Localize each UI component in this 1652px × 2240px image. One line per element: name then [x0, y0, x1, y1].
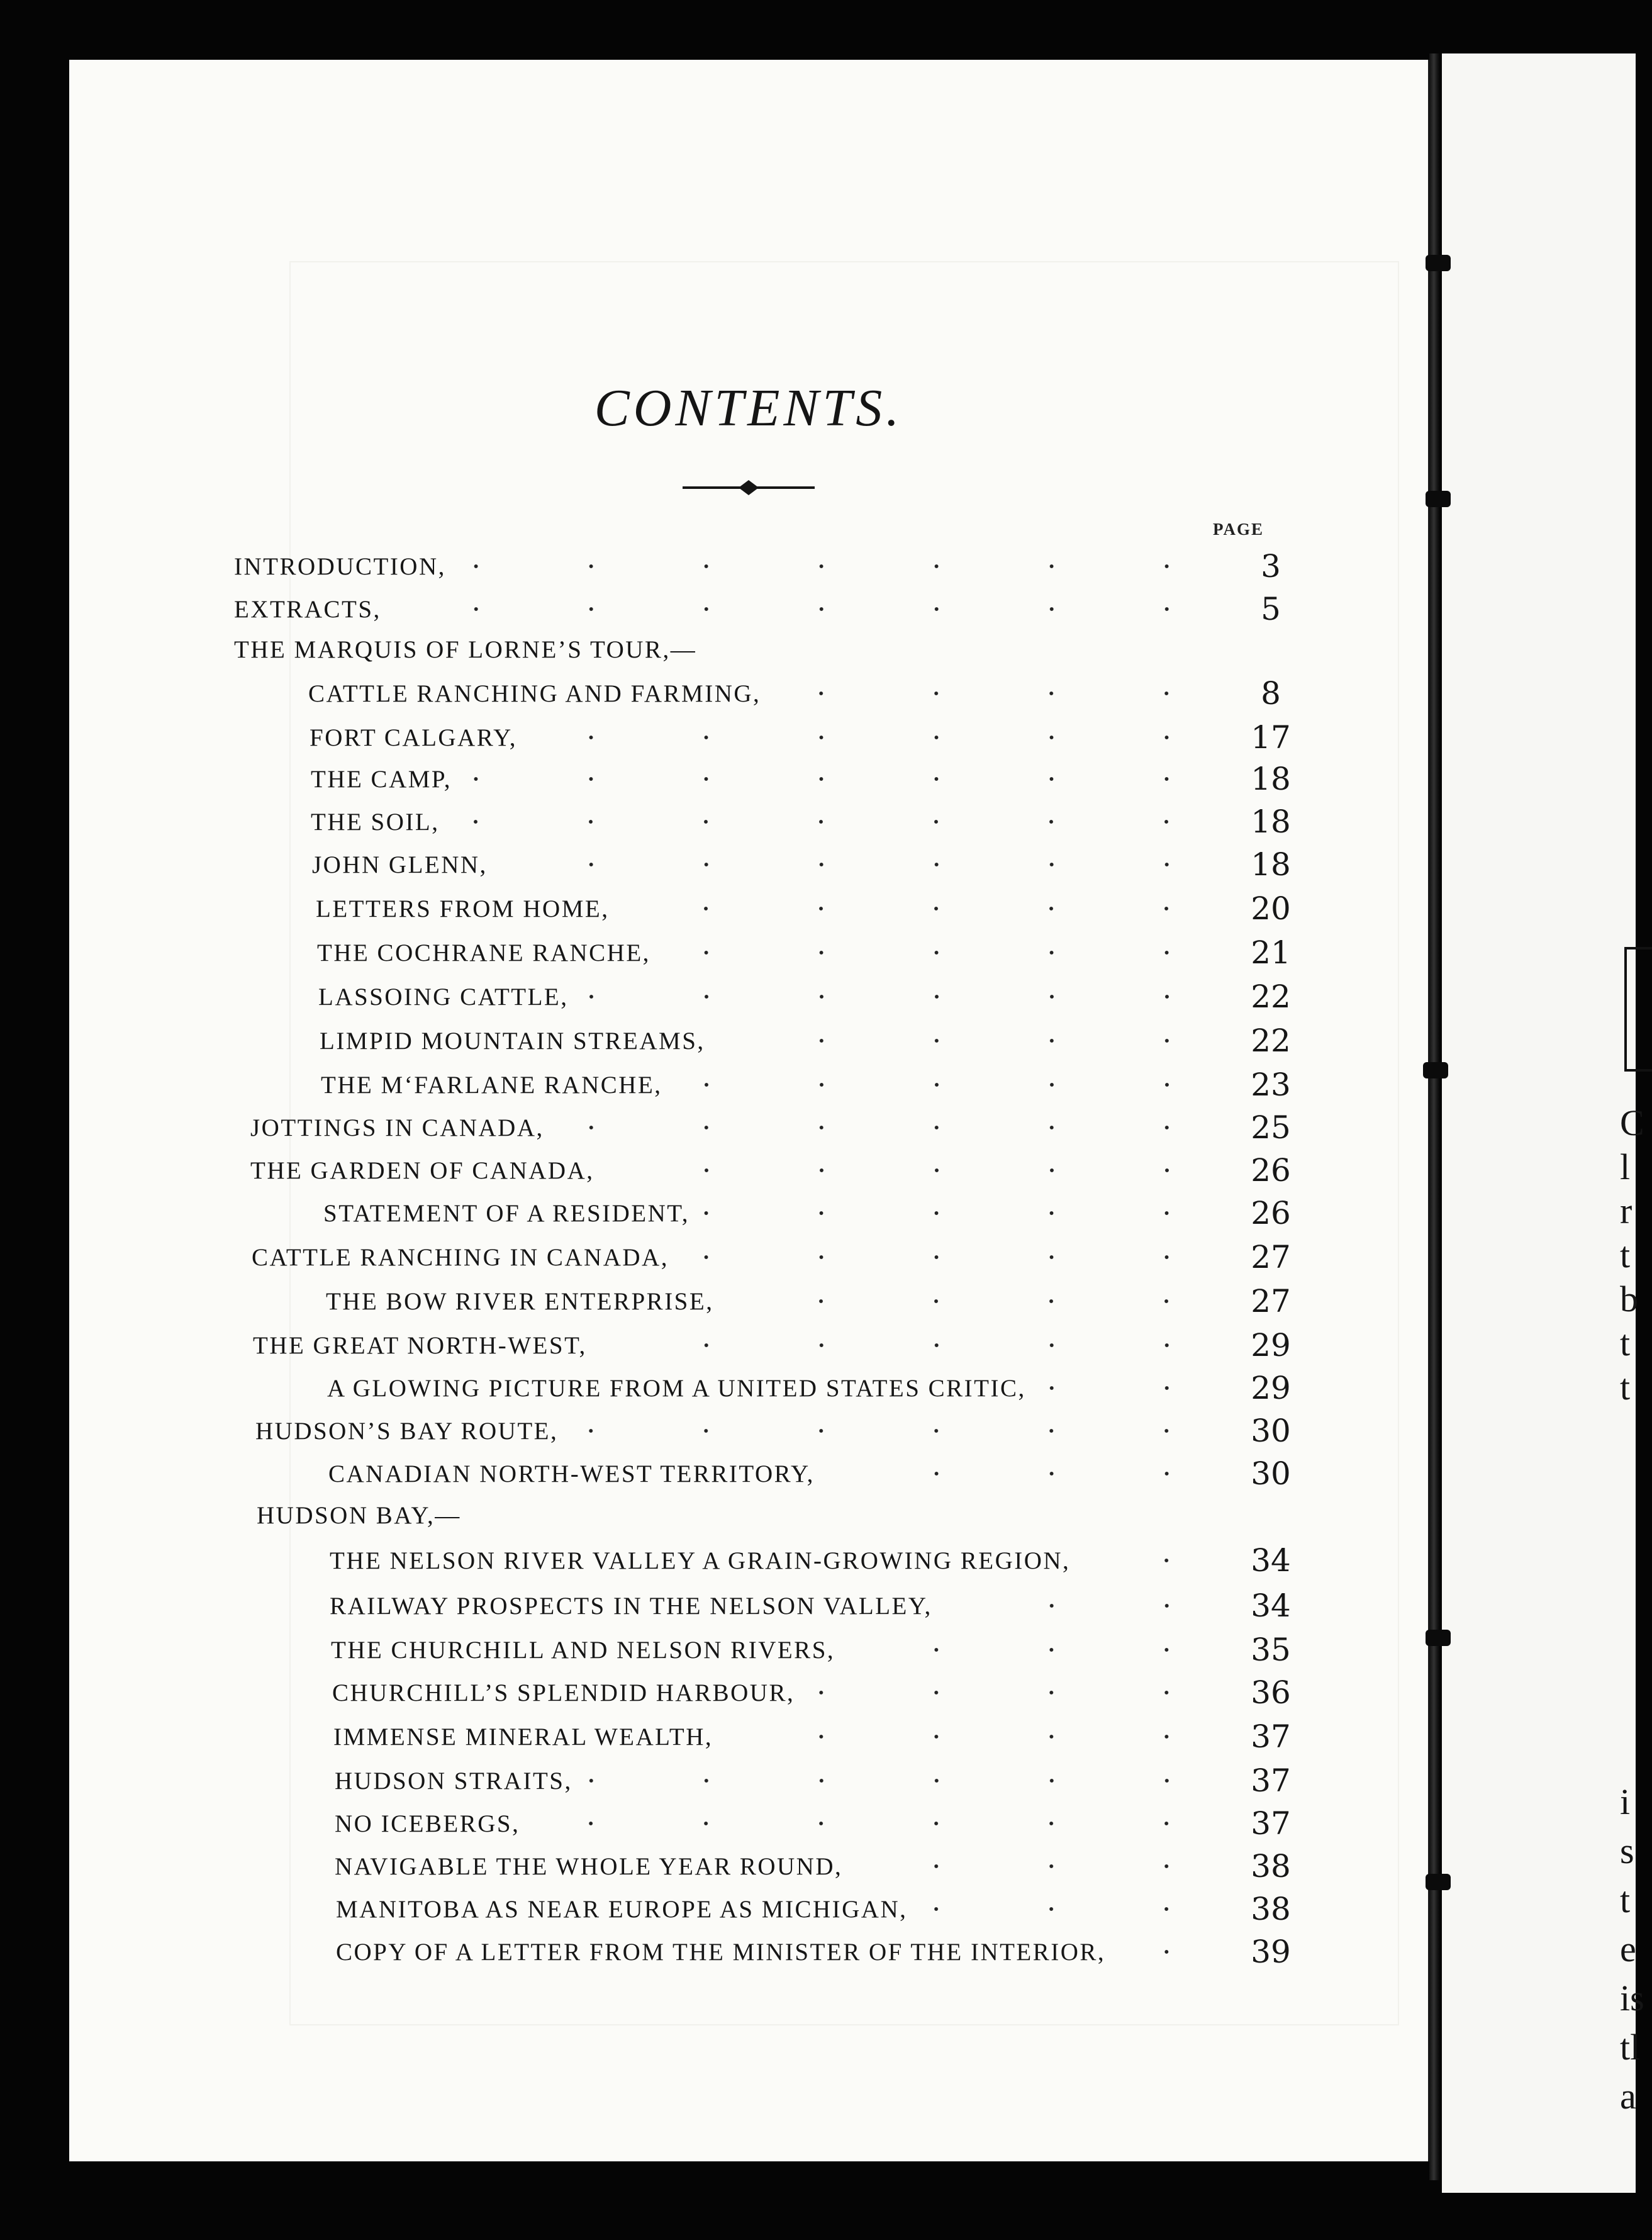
- toc-entry-title: FORT CALGARY,: [310, 724, 517, 751]
- toc-page-number: 23: [1251, 1067, 1291, 1103]
- toc-page-number: 37: [1251, 1718, 1291, 1755]
- toc-page-number: 18: [1251, 846, 1291, 883]
- toc-page-number: 29: [1251, 1370, 1291, 1406]
- toc-page-number: 26: [1251, 1195, 1291, 1231]
- page-column-header: PAGE: [1213, 520, 1264, 539]
- toc-page-number: 3: [1261, 548, 1281, 585]
- facing-letter: t: [1620, 1235, 1631, 1275]
- dot-leader: [847, 1647, 1224, 1653]
- toc-entry-title: THE MARQUIS OF LORNE’S TOUR,—: [234, 636, 697, 663]
- toc-entry: [311, 760, 1296, 798]
- dot-leader: [945, 1603, 1224, 1609]
- toc-entry-title: LETTERS FROM HOME,: [316, 895, 610, 922]
- facing-letter: t: [1620, 1323, 1631, 1364]
- toc-entry: [326, 1282, 1296, 1320]
- toc-entry: [316, 890, 1296, 927]
- toc-entry: [335, 1847, 1296, 1885]
- toc-entry-title: INTRODUCTION,: [234, 552, 446, 580]
- dot-leader: [1039, 1385, 1224, 1391]
- dot-leader: [920, 1906, 1224, 1912]
- toc-page-number: 18: [1251, 761, 1291, 797]
- toc-entry-title: CATTLE RANCHING AND FARMING,: [308, 680, 761, 707]
- dot-leader: [725, 1733, 1224, 1740]
- toc-page-number: 21: [1251, 934, 1291, 971]
- dot-leader: [726, 1298, 1224, 1304]
- toc-entry-title: THE CAMP,: [311, 765, 452, 793]
- dot-leader: [827, 1470, 1224, 1477]
- toc-entry: [234, 590, 1296, 628]
- facing-letter: t: [1620, 1879, 1631, 1920]
- facing-letter: e: [1620, 1929, 1636, 1969]
- toc-entry: [318, 978, 1296, 1016]
- toc-entry-title: JOTTINGS IN CANADA,: [250, 1114, 544, 1141]
- toc-entry: [331, 1631, 1296, 1669]
- toc-page-number: 34: [1251, 1542, 1291, 1579]
- toc-entry-title: THE CHURCHILL AND NELSON RIVERS,: [331, 1636, 835, 1664]
- facing-letter: a: [1620, 2076, 1636, 2117]
- toc-entry-title: LIMPID MOUNTAIN STREAMS,: [320, 1027, 705, 1055]
- toc-entry-title: A GLOWING PICTURE FROM A UNITED STATES CRITIC,: [327, 1374, 1026, 1402]
- toc-page-number: 17: [1251, 719, 1291, 756]
- toc-entry-title: THE NELSON RIVER VALLEY A GRAIN-GROWING REGION,: [330, 1547, 1071, 1574]
- toc-page-number: 25: [1251, 1109, 1291, 1146]
- toc-entry: [336, 1933, 1296, 1971]
- toc-page-number: 27: [1251, 1283, 1291, 1319]
- toc-page-number: 20: [1251, 890, 1291, 927]
- toc-entry-title: THE COCHRANE RANCHE,: [317, 939, 650, 966]
- toc-page-number: 39: [1251, 1934, 1291, 1970]
- facing-letter: i: [1620, 1781, 1631, 1822]
- toc-entry-title: THE GARDEN OF CANADA,: [250, 1156, 594, 1184]
- toc-entry-title: LASSOING CATTLE,: [318, 983, 569, 1011]
- toc-entry: [330, 1587, 1296, 1625]
- toc-entry: [327, 1369, 1296, 1407]
- toc-entry-title: HUDSON STRAITS,: [335, 1767, 572, 1795]
- toc-entry: [333, 1718, 1296, 1756]
- toc-entry: [312, 846, 1296, 883]
- dot-leader: [581, 994, 1225, 1000]
- toc-page-number: 38: [1251, 1848, 1291, 1884]
- toc-entry-title: THE SOIL,: [311, 808, 440, 836]
- toc-entry: [330, 1542, 1296, 1579]
- dot-leader: [681, 1254, 1224, 1260]
- toc-entry: [311, 803, 1296, 841]
- toc-page-number: 27: [1251, 1239, 1291, 1275]
- toc-entry-title: HUDSON’S BAY ROUTE,: [255, 1417, 559, 1445]
- toc-page-number: 29: [1251, 1327, 1291, 1364]
- toc-page-number: 30: [1251, 1413, 1291, 1449]
- dot-leader: [855, 1863, 1224, 1869]
- dot-leader: [663, 949, 1224, 956]
- toc-page-number: 22: [1251, 1022, 1291, 1059]
- dot-leader: [807, 1689, 1224, 1696]
- toc-entry-title: EXTRACTS,: [234, 595, 381, 623]
- dot-leader: [607, 1167, 1225, 1173]
- toc-entry: [234, 547, 1296, 585]
- toc-entry: [257, 1496, 1296, 1534]
- toc-entry-title: COPY OF A LETTER FROM THE MINISTER OF THE INTERIOR,: [336, 1938, 1106, 1966]
- toc-entry-title: IMMENSE MINERAL WEALTH,: [333, 1723, 713, 1750]
- toc-entry: [253, 1326, 1296, 1364]
- toc-entry-title: CHURCHILL’S SPLENDID HARBOUR,: [332, 1679, 795, 1706]
- toc-page-number: 8: [1261, 675, 1281, 712]
- toc-entry-title: CATTLE RANCHING IN CANADA,: [252, 1243, 669, 1271]
- toc-entry: [317, 934, 1296, 972]
- dot-leader: [718, 1038, 1224, 1044]
- toc-entry: [335, 1805, 1296, 1842]
- dot-leader: [600, 1342, 1224, 1348]
- toc-entry-title: MANITOBA AS NEAR EUROPE AS MICHIGAN,: [336, 1895, 908, 1923]
- toc-entry: [310, 719, 1296, 756]
- dot-leader: [532, 1820, 1224, 1827]
- toc-entry-title: RAILWAY PROSPECTS IN THE NELSON VALLEY,: [330, 1592, 932, 1620]
- toc-page-number: 26: [1251, 1152, 1291, 1189]
- toc-entry: [323, 1194, 1296, 1232]
- toc-entry-title: THE MʻFARLANE RANCHE,: [321, 1071, 662, 1099]
- dot-leader: [773, 690, 1224, 697]
- toc-entry: [332, 1674, 1296, 1711]
- dot-leader: [530, 734, 1224, 741]
- toc-entry-title: CANADIAN NORTH-WEST TERRITORY,: [328, 1460, 815, 1487]
- facing-letter: t: [1620, 1367, 1631, 1408]
- dot-leader: [702, 1210, 1224, 1216]
- toc-page-number: 37: [1251, 1805, 1291, 1842]
- toc-page-number: 37: [1251, 1762, 1291, 1799]
- page-title: CONTENTS.: [594, 379, 903, 437]
- facing-letter: s: [1620, 1830, 1634, 1871]
- dot-leader: [585, 1778, 1224, 1784]
- toc-entry-title: THE GREAT NORTH-WEST,: [253, 1331, 587, 1359]
- dot-leader: [675, 1082, 1224, 1088]
- toc-entry-title: HUDSON BAY,—: [257, 1501, 461, 1529]
- toc-entry: [335, 1762, 1296, 1800]
- dot-leader: [571, 1428, 1224, 1434]
- toc-entry-title: THE BOW RIVER ENTERPRISE,: [326, 1287, 714, 1315]
- toc-entry: [255, 1412, 1296, 1450]
- dot-leader: [1083, 1557, 1224, 1564]
- toc-page-number: 35: [1251, 1632, 1291, 1668]
- toc-page-number: 36: [1251, 1674, 1291, 1711]
- dot-leader: [500, 861, 1224, 868]
- toc-entry: [234, 630, 1296, 668]
- toc-entry-title: NO ICEBERGS,: [335, 1810, 520, 1837]
- dot-leader: [459, 563, 1224, 569]
- facing-letter: is: [1620, 1978, 1644, 2019]
- dot-leader: [464, 776, 1224, 782]
- toc-page-number: 18: [1251, 804, 1291, 840]
- facing-letter: r: [1620, 1190, 1632, 1231]
- dot-leader: [557, 1124, 1224, 1131]
- dot-leader: [394, 606, 1224, 612]
- toc-entry-title: NAVIGABLE THE WHOLE YEAR ROUND,: [335, 1852, 843, 1880]
- facing-letter: tl: [1620, 2027, 1641, 2068]
- dot-leader: [452, 819, 1224, 825]
- facing-letter: l: [1620, 1146, 1631, 1187]
- toc-page-number: 38: [1251, 1891, 1291, 1927]
- toc-entry: [320, 1022, 1296, 1060]
- toc-page-number: 34: [1251, 1588, 1291, 1624]
- facing-letter: b: [1620, 1279, 1638, 1319]
- toc-page-number: 5: [1261, 591, 1281, 627]
- toc-entry: [250, 1109, 1296, 1146]
- toc-entry-title: STATEMENT OF A RESIDENT,: [323, 1199, 689, 1227]
- toc-entry: [321, 1066, 1296, 1104]
- dot-leader: [622, 905, 1224, 912]
- toc-entry: [250, 1151, 1296, 1189]
- toc-page-number: 22: [1251, 978, 1291, 1015]
- toc-entry: [336, 1890, 1296, 1928]
- toc-entry: [308, 675, 1296, 712]
- toc-page-number: 30: [1251, 1455, 1291, 1492]
- dot-leader: [1118, 1949, 1224, 1955]
- toc-entry: [328, 1455, 1296, 1492]
- facing-letter: C: [1620, 1102, 1644, 1143]
- toc-entry-title: JOHN GLENN,: [312, 851, 488, 878]
- toc-entry: [252, 1238, 1296, 1276]
